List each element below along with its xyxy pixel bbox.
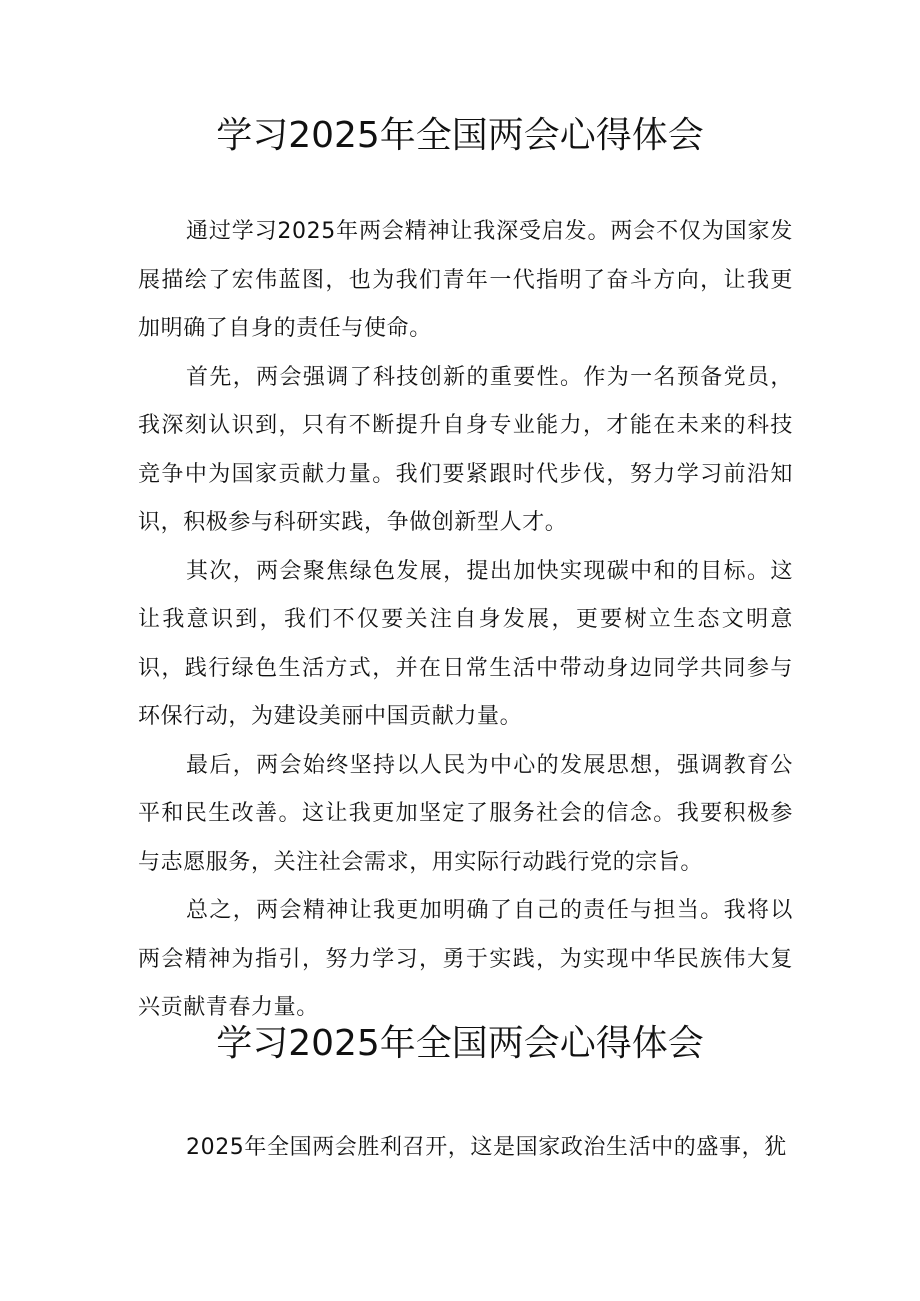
second-article-body (138, 1124, 793, 1173)
second-article-title: 学习2025年全国两会心得体会 (216, 1023, 704, 1064)
paragraph-green-development: 其次，两会聚焦绿色发展，提出加快实现碳中和的目标。这让我意识到，我们不仅要关注自身发展，更要树立生态文明意识，践行绿色生活方式，并在日常生活中带动身边同学共同参与环保行动，为建设美丽中国贡献力量。 (138, 558, 793, 729)
paragraph-people-centered: 最后，两会始终坚持以人民为中心的发展思想，强调教育公平和民生改善。这让我更加坚定了服务社会的信念。我要积极参与志愿服务，关注社会需求，用实际行动践行党的宗旨。 (138, 752, 793, 875)
paragraph-intro: 通过学习2025年两会精神让我深受启发。两会不仅为国家发展描绘了宏伟蓝图，也为我们青年一代指明了奋斗方向，让我更加明确了自身的责任与使命。 (138, 219, 793, 341)
paragraph-tech-innovation: 首先，两会强调了科技创新的重要性。作为一名预备党员，我深刻认识到，只有不断提升自身专业能力，才能在未来的科技竞争中为国家贡献力量。我们要紧跟时代步伐，努力学习前沿知识，积极参与科研实践，争做创新型人才。 (138, 364, 793, 535)
paragraph-conclusion: 总之，两会精神让我更加明确了自己的责任与担当。我将以两会精神为指引，努力学习，勇于实践，为实现中华民族伟大复兴贡献青春力量。 (138, 898, 793, 1020)
article-body (138, 208, 793, 1033)
page-title: 学习2025年全国两会心得体会 (216, 115, 704, 156)
paragraph-opening: 2025年全国两会胜利召开，这是国家政治生活中的盛事，犹 (186, 1135, 787, 1160)
